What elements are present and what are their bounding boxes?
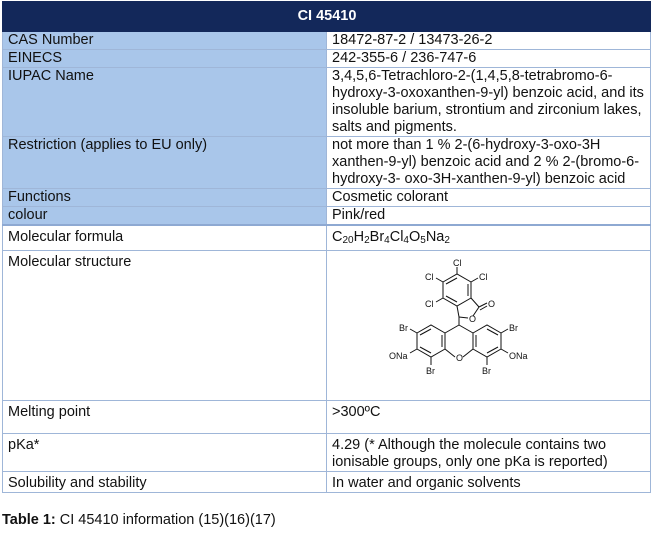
atom-label: Br — [482, 366, 491, 376]
row-label: Functions — [3, 189, 327, 207]
atom-label: ONa — [509, 351, 528, 361]
atom-label: O — [469, 314, 477, 324]
atom-label: ONa — [389, 351, 408, 361]
table-row — [3, 251, 651, 401]
row-label: IUPAC Name — [3, 68, 327, 137]
table-row — [3, 207, 651, 226]
atom-label: Br — [426, 366, 435, 376]
row-value: 3,4,5,6-Tetrachloro-2-(1,4,5,8-tetrabromo-6-hydroxy-3-oxoxanthen-9-yl) benzoic acid, and its insoluble barium, strontium and zirconium lakes, salts and pigments. — [327, 68, 651, 137]
table-header-row — [3, 2, 651, 32]
row-label: Restriction (applies to EU only) — [3, 137, 327, 189]
row-value: >300ºC — [327, 401, 651, 434]
atom-label: Cl — [479, 272, 488, 282]
table-row — [3, 401, 651, 434]
molecular-structure-diagram — [373, 258, 543, 385]
atom-label: Cl — [425, 299, 434, 309]
table-row — [3, 472, 651, 493]
row-label: pKa* — [3, 434, 327, 472]
table-row — [3, 434, 651, 472]
row-label: Molecular structure — [3, 251, 327, 401]
row-value: In water and organic solvents — [327, 472, 651, 493]
row-label: colour — [3, 207, 327, 226]
row-label: Solubility and stability — [3, 472, 327, 493]
molecular-structure-cell — [327, 251, 651, 401]
row-label: EINECS — [3, 50, 327, 68]
atom-label: Br — [509, 323, 518, 333]
row-value: 242-355-6 / 236-747-6 — [327, 50, 651, 68]
atom-label: Cl — [425, 272, 434, 282]
row-value: not more than 1 % 2-(6-hydroxy-3-oxo-3H xanthen-9-yl) benzoic acid and 2 % 2-(bromo-6-hydroxy-3- oxo-3H-xanthen-9-yl) benzoic acid — [327, 137, 651, 189]
table-row — [3, 32, 651, 50]
atom-label: O — [456, 353, 464, 363]
atom-label: Cl — [453, 258, 462, 268]
molecular-formula: $C_{20}H_2Br_4Cl_4O_5Na_2$ — [327, 225, 651, 251]
table-title: CI 45410 — [3, 2, 651, 32]
row-label: Melting point — [3, 401, 327, 434]
table-row — [3, 137, 651, 189]
table-row — [3, 50, 651, 68]
row-value: Cosmetic colorant — [327, 189, 651, 207]
row-value: Pink/red — [327, 207, 651, 226]
table-row — [3, 225, 651, 251]
caption-text: CI 45410 information (15)(16)(17) — [55, 512, 276, 528]
atom-label: Br — [399, 323, 408, 333]
row-value: 4.29 (* Although the molecule contains two ionisable groups, only one pKa is reported) — [327, 434, 651, 472]
table-row — [3, 68, 651, 137]
row-label: Molecular formula — [3, 225, 327, 251]
row-label: CAS Number — [3, 32, 327, 50]
table-caption — [2, 512, 276, 528]
atom-label: O — [488, 299, 496, 309]
caption-prefix: Table 1: — [2, 512, 56, 528]
table-row — [3, 189, 651, 207]
row-value: 18472-87-2 / 13473-26-2 — [327, 32, 651, 50]
info-table — [2, 1, 651, 493]
